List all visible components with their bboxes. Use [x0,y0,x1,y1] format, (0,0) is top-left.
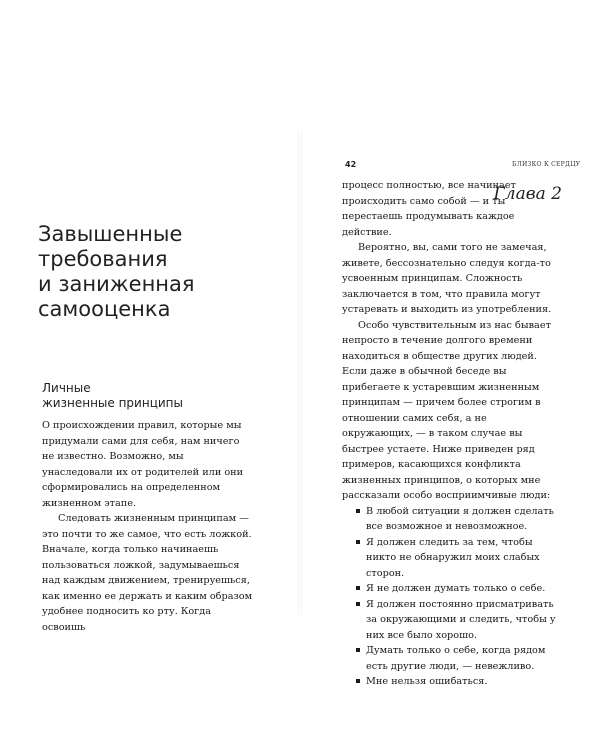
chapter-label: Глава 2 [493,184,562,204]
bullet-item: Я должен постоянно присматривать за окружающими и следить, чтобы у них все было хорошо. [342,597,560,644]
bullet-square-icon [356,679,360,683]
bullet-item: Думать только о себе, когда рядом есть другие люди, — невежливо. [342,643,560,674]
running-head: БЛИЗКО К СЕРДЦУ [512,161,581,168]
book-gutter [298,130,302,615]
right-body-text [342,178,560,690]
bullet-square-icon [356,540,360,544]
left-body-text [42,418,254,635]
bullet-item: Я не должен думать только о себе. [342,581,560,597]
section-heading-line: жизненные принципы [42,396,183,410]
page-number: 42 [345,160,357,169]
bullet-square-icon [356,648,360,652]
chapter-title-line: требования [38,247,168,271]
bullet-square-icon [356,602,360,606]
paragraph: О происхождении правил, которые мы придумали сами для себя, нам ничего не известно. Возможно, мы унаследовали их от родителей или они сформировались на определенном жизненном этапе. [42,420,244,509]
chapter-title-line: самооценка [38,297,171,321]
section-heading [42,381,262,411]
paragraph: Особо чувствительным из нас бывает непросто в течение долгого времени находиться в обществе других людей. Если даже в обычной беседе вы прибегаете к устаревшим жизненным принципам — причем более строгим в отношении самих себя, а не окружающих, — в таком случае вы быстрее устаете. Ниже приведен ряд примеров, касающихся конфликта жизненных принципов, о которых мне рассказали особо восприимчивые люди: [342,319,551,501]
bullet-item: Мне нельзя ошибаться. [342,674,560,690]
paragraph: процесс полностью, все начинает происходить само собой — и ты перестаешь продумывать каждое действие. [342,180,516,238]
paragraph: Вероятно, вы, сами того не замечая, живете, бессознательно следуя когда-то усвоенным принципам. Сложность заключается в том, что правила могут устаревать и выходить из употребления. [342,242,552,315]
chapter-title-line: Завышенные [38,222,183,246]
bullet-list [342,504,560,690]
chapter-title-line: и заниженная [38,272,195,296]
bullet-square-icon [356,586,360,590]
chapter-title [38,222,278,322]
section-heading-line: Личные [42,381,91,395]
bullet-item: Я должен следить за тем, чтобы никто не обнаружил моих слабых сторон. [342,535,560,582]
bullet-item: В любой ситуации я должен сделать все возможное и невозможное. [342,504,560,535]
paragraph: Следовать жизненным принципам — это почти то же самое, что есть ложкой. Вначале, когда только начинаешь пользоваться ложкой, задумываешься над каждым движением, тренируешься, как именно ее держать и каким образом удобнее подносить ко рту. Когда освоишь [42,513,253,633]
bullet-square-icon [356,509,360,513]
